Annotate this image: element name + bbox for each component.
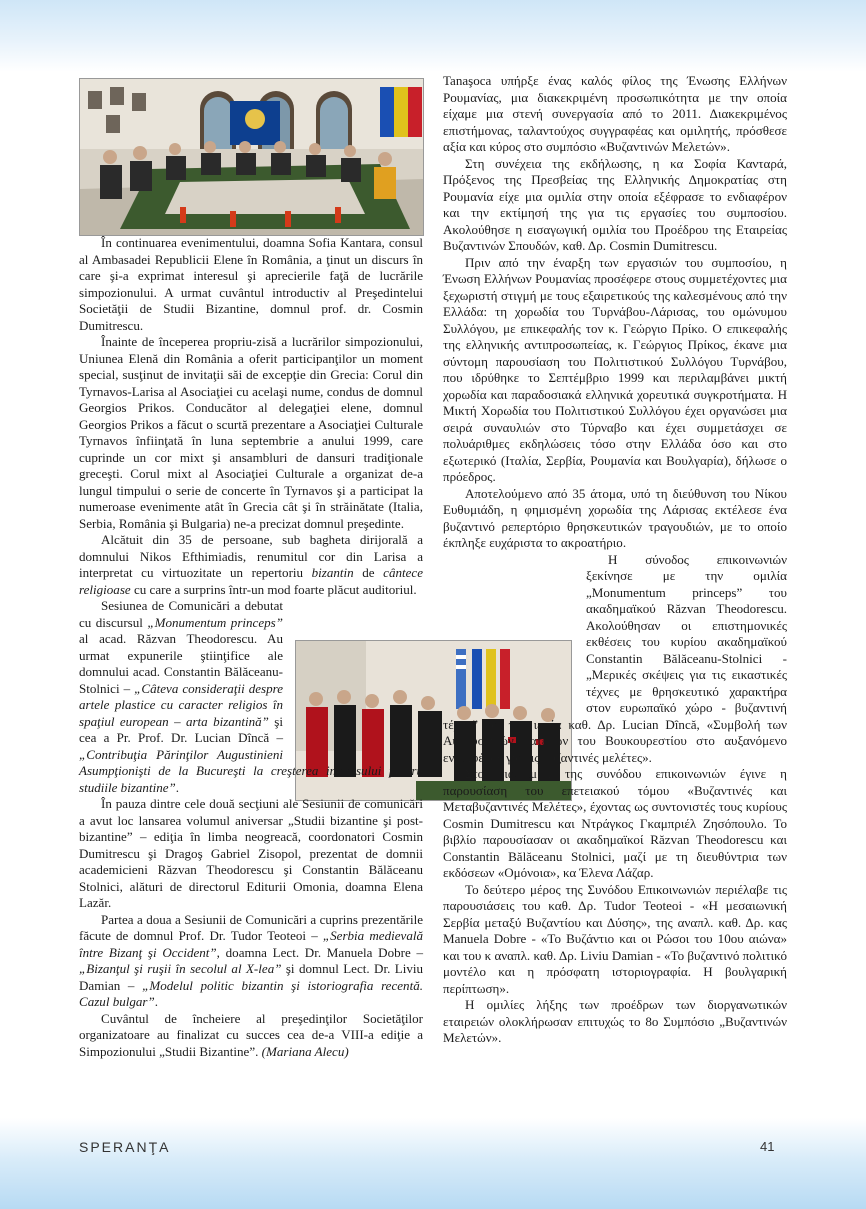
right-paragraph-3: Πριν από την έναρξη των εργασιών του συμποσίου, η Ένωση Ελλήνων Ρουμανίας προσέφερε στους συμμετέχοντες μια ξεχωριστή στιγμή με τους εξαιρετικούς της καλεσμένους από την Ελλάδα: τη χορωδία του Τυρνάβου-Λάρισας, του ομώνυμου Συλλόγου, με επικεφαλής τον κ. Γεώργιο Πρίκο. Ο επικεφαλής της ελληνικής αντιπροσωπείας, κ. Γεώργιος Πρίκος, έκανε μια σύντομη παρουσίαση του Πολιτιστικού Συλλόγου Τυρνάβου, που ιδρύθηκε το Σεπτέμβριο 1999 και περιλαμβάνει μικτή χορωδία και παραδοσιακά ελληνικά χορευτικά συγκροτήματα. Η Μικτή Χορωδία του Πολιτιστικού Συλλόγου έχει οργανώσει μια σειρά συναυλιών στο Τύρναβο και έχει συμμετάσχει σε πολυάριθμες εκδηλώσεις τόσο στην Ελλάδα όσο και στο εξωτερικό (Ιταλία, Σερβία, Ρουμανία και Βουλγαρία), δήλωσε ο πρόεδρος.	[443, 254, 787, 484]
right-paragraph-6: Στο διάλειμμά της συνόδου επικοινωνιών έγινε η παρουσίαση του επετειακού τόμου «Βυζαντινές και Μεταβυζαντινές Μελέτες», έχοντας ως συντονιστές τους κυρίους Cosmin Dumitrescu και Ντράγκος Γκαμπριέλ Ζησόπουλο. Το βιβλίο παρουσίασαν οι ακαδημαϊκοί Răzvan Theodorescu και Constantin Bălăceanu Stolnici, μαζί με τη διευθύντρια των εκδόσεων «Ομόνοια», κα Έλενα Λάζαρ.	[443, 766, 787, 880]
photo-wrap-spacer	[291, 602, 423, 757]
right-paragraph-4: Αποτελούμενο από 35 άτομα, υπό τη διεύθυνση του Νίκου Ευθυμιάδη, η φημισμένη χορωδία της Λάρισας εκτέλεσε ένα βυζαντινό ρεπερτόριο θρησκευτικών τραγουδιών, με το οποίο έκπληξε ευχάριστα το ακροατήριο.	[443, 485, 787, 550]
page-number: 41	[760, 1139, 775, 1154]
romanian-column	[79, 235, 423, 1060]
magazine-title: SPERANŢA	[79, 1139, 171, 1155]
left-paragraph-4: Sesiunea de Comunicări a debutat cu discursul „Monumentum princeps” al acad. Răzvan Theodorescu. Au urmat expunerile ştiinţifice ale domnului acad. Constantin Bălăceanu-Stolnici – „Câteva consideraţii despre artele plastice cu caracter religios în spaţiul european – arta bizantină” şi cea a Pr. Prof. Dr. Lucian Dîncă – „Contribuţia Părinţilor Augustinieni Asumpţionişti de la Bucureşti la creşterea interesului pentru studiile bizantine”.	[79, 598, 423, 795]
left-paragraph-6: Partea a doua a Sesiunii de Comunicări a cuprins prezentările făcute de domnul Prof. Dr. Tudor Teoteoi – „Serbia medievală între Bizanţ şi Occident”, doamna Lect. Dr. Manuela Dobre – „Bizanţul şi ruşii în secolul al X-lea” şi domnul Lect. Dr. Liviu Damian – „Modelul politic bizantin şi istoriografia recentă. Cazul bulgar”.	[79, 911, 423, 1009]
left-paragraph-3: Alcătuit din 35 de persoane, sub bagheta dirijorală a domnului Nikos Efthimiadis, renumitul cor din Larisa a interpretat cu virtuozitate un repertoriu bizantin de cântece religioase cu care a surprins într-un mod foarte plăcut auditoriul.	[79, 532, 423, 597]
right-paragraph-7: Το δεύτερο μέρος της Συνόδου Επικοινωνιών περιέλαβε τις παρουσιάσεις του καθ. Δρ. Tudor Teoteoi - «Η μεσαιωνική Σερβία μεταξύ Βυζαντίου και Δύσης», της αναπλ. καθ. Δρ. κας Manuela Dobre - «Το Βυζάντιο και οι Ρώσοι του 10ου αιώνα» και του κ αναπλ. καθ. Δρ. Liviu Damian - «Το βυζαντινό πολιτικό μοντέλο και η πρόσφατη ιστοριογραφία. Η βουλγαρική περίπτωση».	[443, 881, 787, 996]
left-paragraph-5: În pauza dintre cele două secţiuni ale Sesiunii de comunicări a avut loc lansarea volumul aniversar „Studii bizantine şi post-bizantine” – ediţia în limba neogreacă, coordonatori Cosmin Dumitrescu şi Dragoş Gabriel Zisopol, prezentat de domnii academicieni Răzvan Theodorescu şi Constantin Bălăceanu Stolnici, alături de directorul Editurii Omonia, doamna Elena Lazăr.	[79, 796, 423, 910]
right-paragraph-5: Η σύνοδος επικοινωνιών ξεκίνησε με την ομιλία „Monumentum princeps” του ακαδημαϊκού Răzvan Theodorescu. Ακολούθησαν οι επιστημονικές εκθέσεις του κυρίου ακαδημαϊκού Constantin Bălăceanu-Stolnici - „Μερικές σκέψεις για τις εικαστικές τέχνες με θρησκευτικό χαρακτήρα στον ευρωπαϊκό χώρο - βυζαντινή τέχνη” και του ιερέα καθ. Δρ. Lucian Dîncă, «Συμβολή των Αυγουστινών πατέρων του Βουκουρεστίου στο αυξανόμενο ενδιαφέρον για τις βυζαντινές μελέτες».	[443, 551, 787, 765]
left-paragraph-1: În continuarea evenimentului, doamna Sofia Kantara, consul al Ambasadei Republicii Elene în România, a ţinut un discurs în care şi-a exprimat interesul şi aprecierile faţă de lucrările simpozionului. A urmat cuvântul introductiv al Preşedintelui Societăţii de Studii Bizantine, domnul prof. dr. Cosmin Dumitrescu.	[79, 235, 423, 333]
right-paragraph-1: Tanaşoca υπήρξε ένας καλός φίλος της Ένωσης Ελλήνων Ρουμανίας, μια διακεκριμένη προσωπικότητα με την οποία είχαμε μια στενή συνεργασία από το 2011. Διακεκριμένος επιστήμονας, ταλαντούχος συγγραφέας και ομιλητής, πρόσθεσε αξία και κύρος στο συμπόσιο «Βυζαντινών Μελετών».	[443, 73, 787, 154]
right-paragraph-8: Η ομιλίες λήξης των προέδρων των διοργανωτικών εταιρειών ολοκλήρωσαν επιτυχώς το 8ο Συμπόσιο „Βυζαντινών Μελετών».	[443, 997, 787, 1045]
right-paragraph-2: Στη συνέχεια της εκδήλωσης, η κα Σοφία Κανταρά, Πρόξενος της Πρεσβείας της Ελληνικής Δημοκρατίας στη Ρουμανία είχε μια ομιλία στην οποία εξέφρασε το ενδιαφέρον και την εκτίμησή της για τις εργασίες του συμποσίου. Ακολούθησε η εισαγωγική ομιλία του Προέδρου της Εταιρείας Βυζαντινών Σπουδών, καθ. Δρ. Cosmin Dumitrescu.	[443, 155, 787, 253]
right-paragraph-5-wrap	[443, 552, 787, 767]
left-paragraph-7: Cuvântul de încheiere al preşedinţilor Societăţilor organizatoare au finalizat cu succes cea de-a VIII-a ediţie a Simpozionului „Studii Bizantine”. (Mariana Alecu)	[79, 1010, 423, 1059]
conference-photo	[79, 78, 424, 236]
top-gradient-band	[0, 0, 866, 72]
bottom-gradient-band	[0, 1118, 866, 1209]
photo-wrap-spacer	[443, 554, 578, 714]
greek-column	[443, 73, 787, 1047]
left-paragraph-2: Înainte de începerea propriu-zisă a lucrărilor simpozionului, Uniunea Elenă din România a oferit participanţilor un moment special, susţinut de invitaţii săi de excepţie din Grecia: Corul din Tyrnavos-Larisa al Asociaţiei cu acelaşi nume, condus de domnul Georgios Prikos. Conducător al delegaţiei elene, domnul Georgios Prikos a făcut o scurtă prezentare a Asociaţiei Culturale Tyrnavos înfiinţată în luna septembrie a anului 1999, care cuprinde un cor mixt şi ansambluri de dansuri tradiţionale greceşti. Corul mixt al Asociaţiei Culturale a organizat de-a lungul timpului o serie de concerte în Tyrnavos şi a participat la numeroase evenimente atât în Grecia cât şi în străinătate (Italia, Serbia, România şi Bulgaria) ne-a precizat domnul preşedinte.	[79, 334, 423, 531]
